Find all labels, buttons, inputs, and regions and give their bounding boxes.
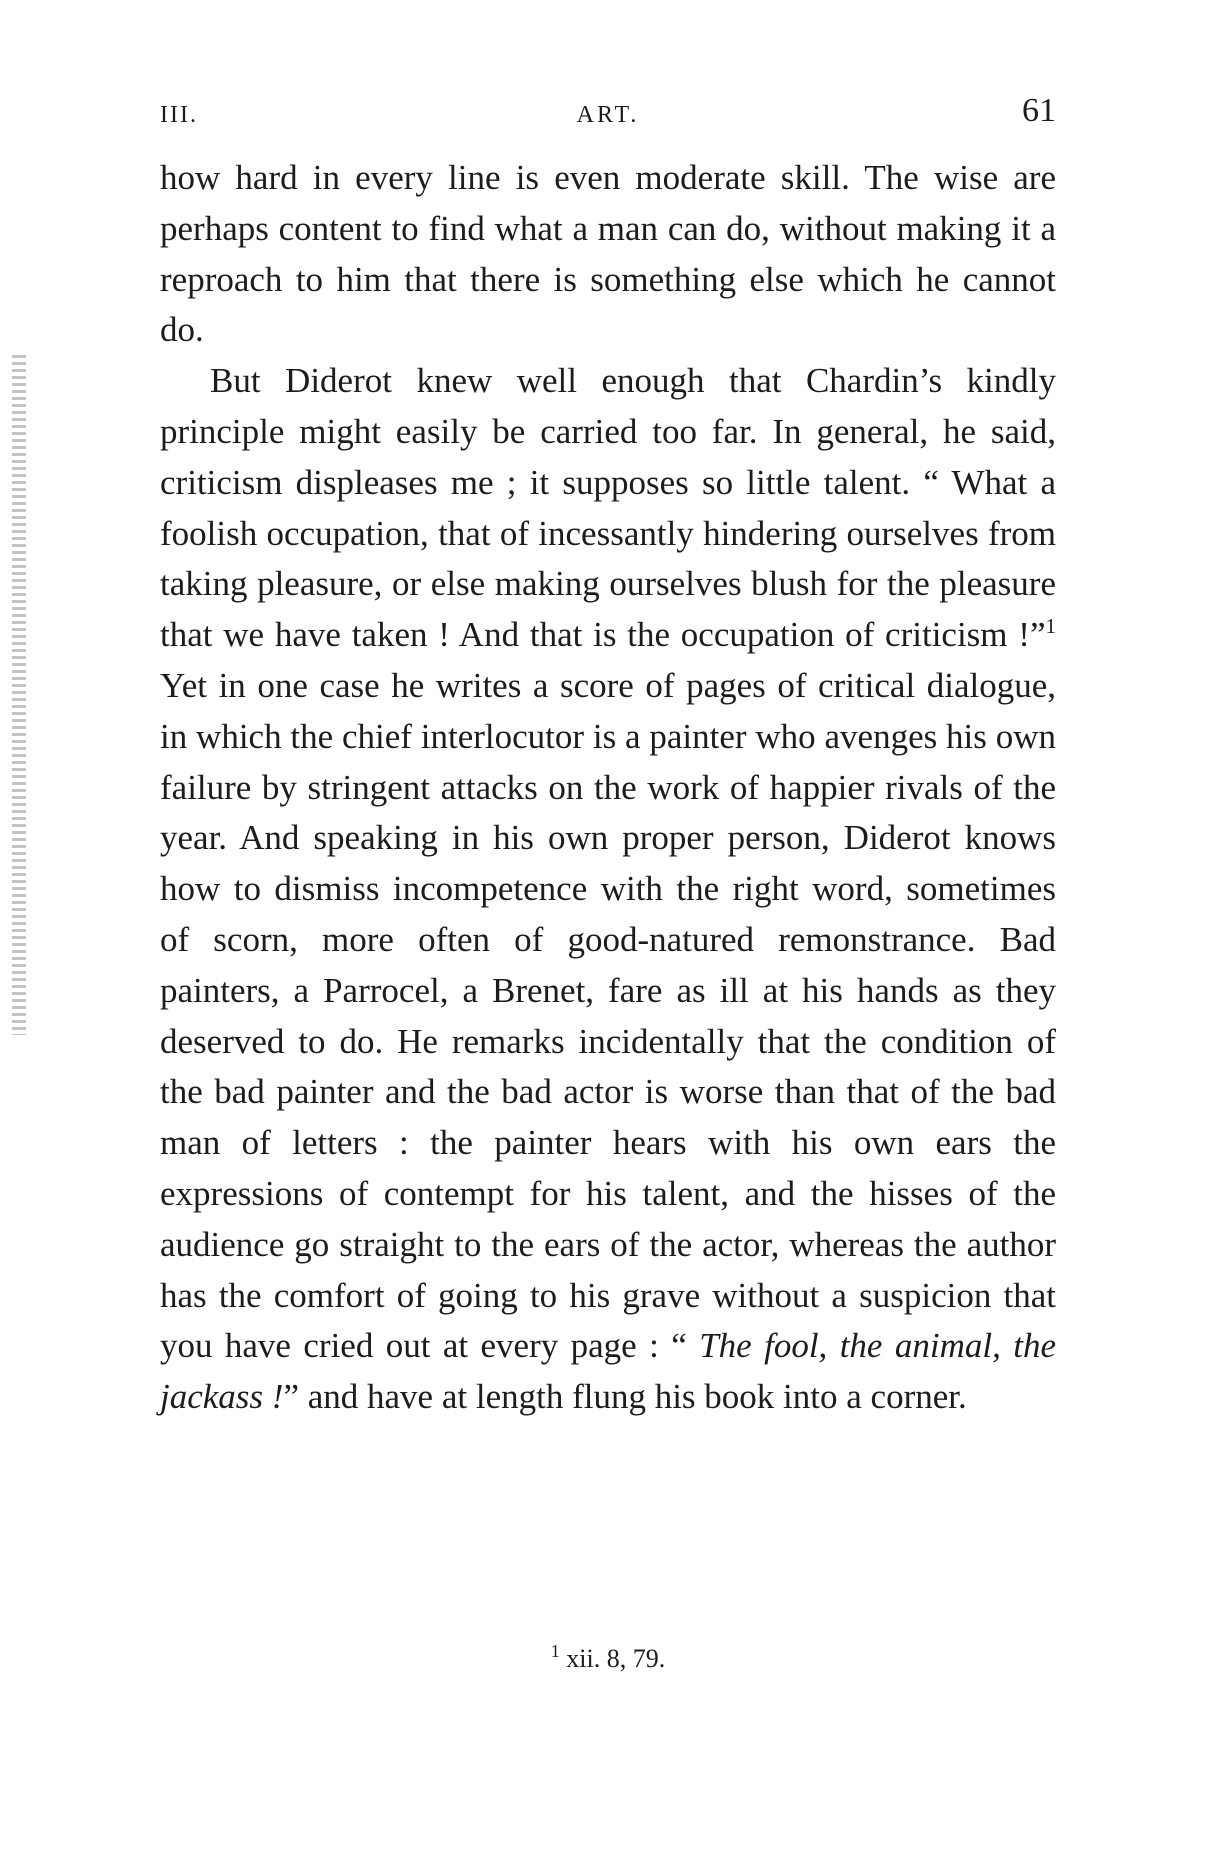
paragraph-text: Yet in one case he writes a score of pages of critical dialogue, in which the chief interlocutor is a painter who avenges his own failure by stringent attacks on the work of happier rivals of the year. And speaking in his own proper person, Diderot knows how to dismiss incompetence with the right word, sometimes of scorn, more often of good-natured remonstrance. Bad painters, a Parrocel, a Brenet, fare as ill at his hands as they deserved to do. He remarks incidentally that the condition of the bad painter and the bad actor is worse than that of the bad man of letters : the painter hears with his own ears the expressions of contempt for his talent, and the hisses of the audience go straight to the ears of the actor, whereas the author has the comfort of going to his grave without a suspicion that you have cried out at every page : “ xyxy=(160,665,1056,1366)
footnote-mark: 1 xyxy=(550,1641,560,1661)
chapter-number: III. xyxy=(160,102,198,128)
italic-quotation: The fool, the animal, the jackass ! xyxy=(160,1326,1056,1417)
footnote-reference: 1 xyxy=(1045,614,1056,639)
running-header xyxy=(160,92,1056,136)
footnote-text: xii. 8, 79. xyxy=(559,1644,666,1673)
paragraph-text: But Diderot knew well enough that Chardin’s kindly principle might easily be carried too far. In general, he said, criticism displeases me ; it supposes so little talent. “ What a foolish occupation, that of incessantly hindering ourselves from taking pleasure, or else making ourselves blush for the pleasure that we have taken ! And that is the occupation of criticism !” xyxy=(160,361,1056,655)
paragraph-diderot xyxy=(160,356,1056,1423)
paragraph-text: ” and have at length flung his book into a corner. xyxy=(283,1377,967,1417)
running-title: ART. xyxy=(576,102,640,128)
page-number: 61 xyxy=(1022,92,1056,129)
footnote xyxy=(160,1641,1056,1674)
binding-edge-shadow xyxy=(12,355,26,1035)
body-text xyxy=(160,153,1056,1423)
paragraph-continued: how hard in every line is even moderate skill. The wise are perhaps content to find what a man can do, without making it a reproach to him that there is something else which he cannot do. xyxy=(160,158,1056,350)
